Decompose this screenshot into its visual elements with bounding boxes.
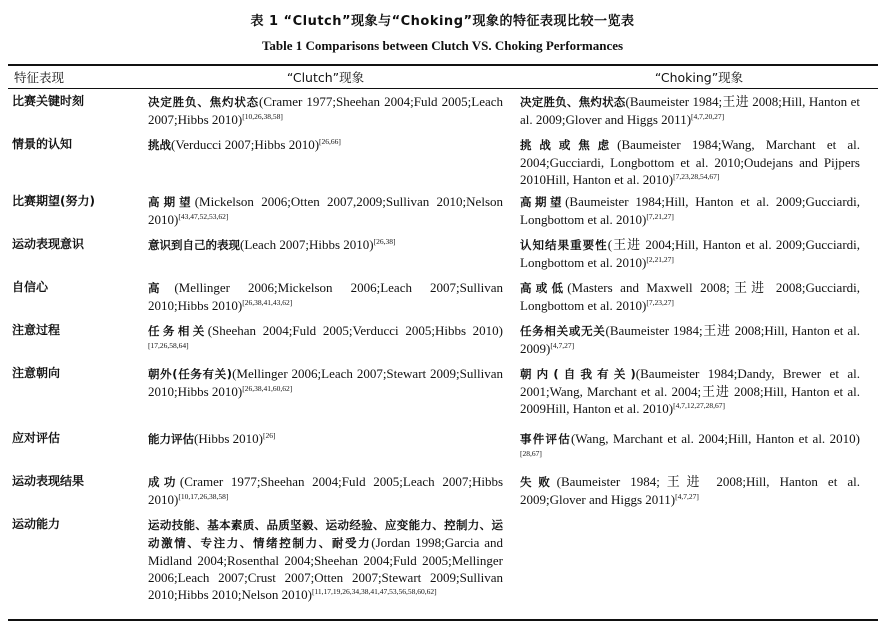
reference-numbers: [43,47,52,53,62] xyxy=(178,212,229,221)
choking-cell xyxy=(520,430,860,465)
keyword: 挑战或焦虑 xyxy=(520,138,618,152)
clutch-cell xyxy=(148,365,503,400)
clutch-cell xyxy=(148,93,503,128)
table-bottom-rule xyxy=(8,619,878,621)
clutch-cell xyxy=(148,473,503,508)
citation-text: (Masters and Maxwell 2008;王进 2008;Gucciardi, Longbottom et al. 2010) xyxy=(520,280,861,313)
clutch-cell xyxy=(148,193,503,228)
reference-numbers: [26] xyxy=(262,431,276,440)
citation-text: (Baumeister 1984;王进 2008;Hill, Hanton et al. 2009;Glover and Higgs 2011) xyxy=(520,94,860,127)
table-top-rule xyxy=(8,64,878,66)
citation-text: (Cramer 1977;Sheehan 2004;Fuld 2005;Leach 2007;Hibbs 2010) xyxy=(148,474,504,507)
citation-text: (Baumeister 1984;王进 2008;Hill, Hanton et al. 2009;Glover and Higgs 2011) xyxy=(520,474,861,507)
clutch-cell xyxy=(148,430,503,448)
choking-cell xyxy=(520,322,860,357)
choking-cell xyxy=(520,93,860,128)
clutch-cell xyxy=(148,236,503,254)
keyword: 任务相关 xyxy=(148,324,208,338)
row-label: 运动能力 xyxy=(12,517,61,531)
keyword: 高期望 xyxy=(148,195,195,209)
reference-numbers: [26,38,41,60,62] xyxy=(242,384,293,393)
reference-numbers: [11,17,19,26,34,38,41,47,53,56,58,60,62] xyxy=(311,587,437,596)
row-label: 运动表现结果 xyxy=(12,474,85,488)
row-label: 应对评估 xyxy=(12,431,61,445)
keyword: 高期望 xyxy=(520,195,566,209)
reference-numbers: [26,66] xyxy=(319,137,341,146)
citation-text: (Baumeister 1984;Dandy, Brewer et al. 2001;Wang, Marchant et al. 2004;王进 2008;Hill, Hanton et al. 2009Hill, Hanton et al. 2010) xyxy=(520,366,861,416)
column-header-feature: 特征表现 xyxy=(14,70,65,85)
citation-text: (Mellinger 2006;Mickelson 2006;Leach 2007;Sullivan 2010;Hibbs 2010) xyxy=(148,280,503,313)
clutch-cell xyxy=(148,516,503,603)
keyword: 认知结果重要性 xyxy=(520,238,608,252)
row-label: 比赛关键时刻 xyxy=(12,94,85,108)
keyword: 决定胜负、焦灼状态 xyxy=(148,95,259,109)
table-caption-chinese: 表 1 “Clutch”现象与“Choking”现象的特征表现比较一览表 xyxy=(250,14,635,29)
citation-text: (Wang, Marchant et al. 2004;Hill, Hanton et al. 2010) xyxy=(570,431,860,446)
reference-numbers: [26,38,41,43,62] xyxy=(242,298,293,307)
keyword: 失败 xyxy=(520,475,557,489)
citation-text: (Baumeister 1984;Hill, Hanton et al. 2009;Gucciardi, Longbottom et al. 2010) xyxy=(520,194,861,227)
table-header-rule xyxy=(8,88,878,89)
choking-cell xyxy=(520,473,860,508)
row-label: 自信心 xyxy=(12,280,49,294)
keyword: 朝外(任务有关) xyxy=(148,367,233,381)
citation-text: (Verducci 2007;Hibbs 2010) xyxy=(171,137,320,152)
clutch-cell xyxy=(148,322,503,357)
reference-numbers: [2,21,27] xyxy=(646,255,674,264)
keyword: 成功 xyxy=(148,475,180,489)
reference-numbers: [4,7,12,27,28,67] xyxy=(673,401,725,410)
choking-cell xyxy=(520,193,860,228)
clutch-cell xyxy=(148,136,503,154)
choking-cell xyxy=(520,136,860,188)
citation-text: (Hibbs 2010) xyxy=(194,431,263,446)
keyword: 能力评估 xyxy=(148,432,194,446)
citation-text: (Mellinger 2006;Leach 2007;Stewart 2009;Sullivan 2010;Hibbs 2010) xyxy=(148,366,503,399)
citation-text: (王进 2004;Hill, Hanton et al. 2009;Gucciardi, Longbottom et al. 2010) xyxy=(520,237,861,270)
reference-numbers: [7,23,28,54,67] xyxy=(673,172,720,181)
choking-cell xyxy=(520,236,860,271)
citation-text: (Baumeister 1984;Wang, Marchant et al. 2004;Gucciardi, Longbottom et al. 2010;Oudejans and Pijpers 2010Hill, Hanton et al. 2010) xyxy=(520,137,861,187)
keyword: 事件评估 xyxy=(520,432,571,446)
row-label: 比赛期望(努力) xyxy=(12,194,95,208)
reference-numbers: [28,67] xyxy=(520,449,542,458)
keyword: 朝内(自我有关) xyxy=(520,367,636,381)
clutch-cell xyxy=(148,279,503,314)
table-caption-english: Table 1 Comparisons between Clutch VS. Choking Performances xyxy=(261,38,624,53)
citation-text: (Sheehan 2004;Fuld 2005;Verducci 2005;Hibbs 2010) xyxy=(207,323,503,338)
column-header-choking: “Choking”现象 xyxy=(654,70,744,85)
keyword: 高或低 xyxy=(520,281,568,295)
reference-numbers: [7,21,27] xyxy=(646,212,674,221)
choking-cell xyxy=(520,279,860,314)
row-label: 运动表现意识 xyxy=(12,237,85,251)
choking-cell xyxy=(520,365,860,417)
column-header-clutch: “Clutch”现象 xyxy=(286,70,365,85)
reference-numbers: [17,26,58,64] xyxy=(148,341,189,350)
citation-text: (Baumeister 1984;王进 2008;Hill, Hanton et al. 2009) xyxy=(520,323,861,356)
row-label: 注意过程 xyxy=(12,323,61,337)
reference-numbers: [4,7,27] xyxy=(550,341,575,350)
reference-numbers: [26,38] xyxy=(373,237,396,246)
keyword: 高 xyxy=(148,281,175,295)
reference-numbers: [4,7,20,27] xyxy=(691,112,725,121)
row-label: 注意朝向 xyxy=(12,366,61,380)
citation-text: (Jordan 1998;Garcia and Midland 2004;Rosenthal 2004;Sheehan 2004;Fuld 2005;Mellinger 2006;Leach 2007;Crust 2007;Otten 2007;Stewart 2009;Sullivan 2010;Hibbs 2010;Nelson 2010) xyxy=(148,535,504,602)
citation-text: (Leach 2007;Hibbs 2010) xyxy=(240,237,374,252)
keyword: 运动技能、基本素质、品质坚毅、运动经验、应变能力、控制力、运动激情、专注力、情绪控制力、耐受力 xyxy=(148,518,503,550)
keyword: 决定胜负、焦灼状态 xyxy=(520,95,626,109)
keyword: 挑战 xyxy=(148,138,171,152)
reference-numbers: [7,23,27] xyxy=(646,298,674,307)
citation-text: (Mickelson 2006;Otten 2007,2009;Sullivan 2010;Nelson 2010) xyxy=(148,194,503,227)
row-label: 情景的认知 xyxy=(12,137,73,151)
reference-numbers: [10,17,26,38,58] xyxy=(178,492,229,501)
reference-numbers: [10,26,38,58] xyxy=(242,112,283,121)
reference-numbers: [4,7,27] xyxy=(675,492,699,501)
keyword: 任务相关或无关 xyxy=(520,324,606,338)
keyword: 意识到自己的表现 xyxy=(148,238,240,252)
citation-text: (Cramer 1977;Sheehan 2004;Fuld 2005;Leach 2007;Hibbs 2010) xyxy=(148,94,504,127)
